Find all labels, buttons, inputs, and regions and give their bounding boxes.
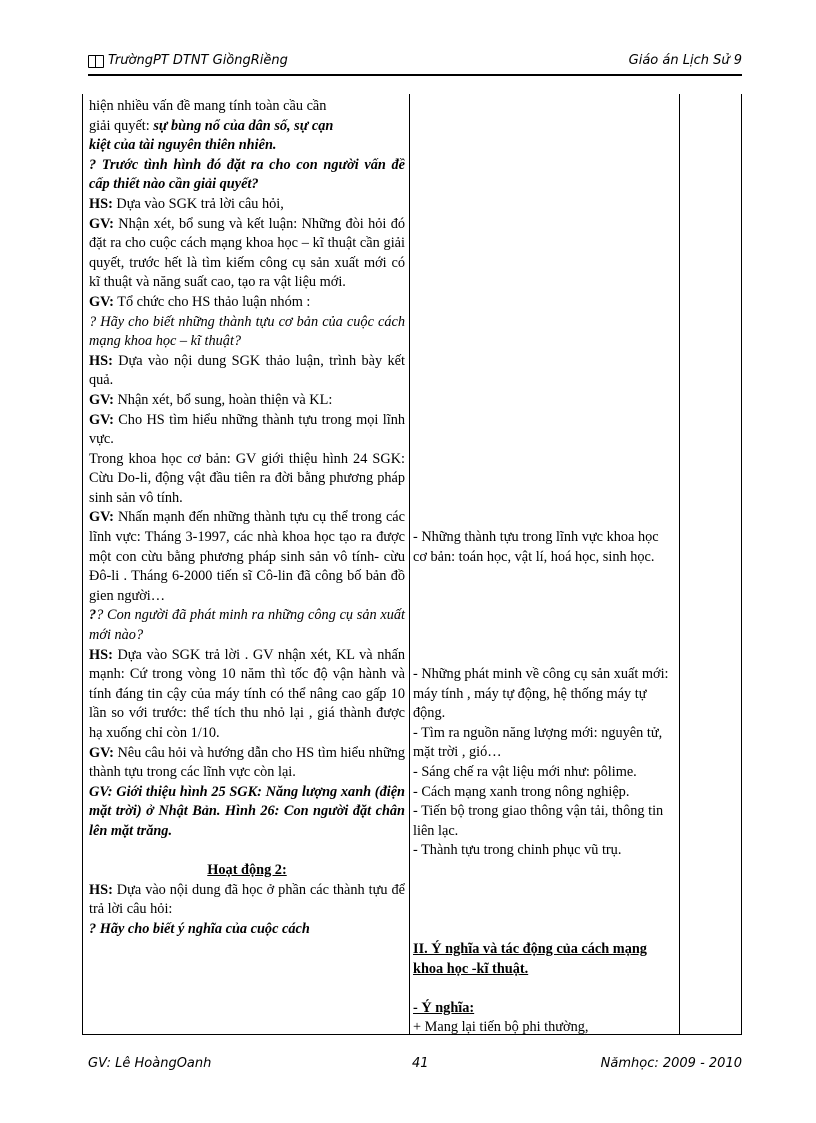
content-item: - Tiến bộ trong giao thông vận tải, thông tin liên lạc.	[413, 803, 664, 839]
step-text: Dựa vào nội dung đã học ở phần các thành tựu để trả lời câu hỏi:	[89, 881, 405, 918]
lesson-table	[82, 94, 742, 1035]
text-span: giải quyết:	[89, 117, 154, 134]
section-heading: II. Ý nghĩa và tác động của cách mạng khoa học -kĩ thuật.	[413, 941, 647, 977]
book-icon	[88, 55, 104, 67]
footer-teacher: GV: Lê HoàngOanh	[88, 1056, 212, 1071]
content-item: - Tìm ra nguồn năng lượng mới: nguyên tử, mặt trời , gió…	[413, 724, 663, 761]
gv-label: GV:	[89, 509, 114, 526]
hs-label: HS:	[89, 646, 113, 663]
gv-label: GV:	[89, 215, 114, 232]
content-block-1	[413, 528, 675, 567]
student-step	[89, 195, 405, 215]
text-paragraph: Trong khoa học cơ bản: GV giới thiệu hình 24 SGK: Cừu Do-li, động vật đầu tiên ra đời bằng phương pháp sinh sản vô tính.	[89, 450, 405, 506]
step-text: Nhấn mạnh đến những thành tựu cụ thể trong các lĩnh vực: Tháng 3-1997, các nhà khoa học tạo ra được một con cừu bằng phương pháp sinh sản vô tính- cừu Đô-li . Tháng 6-2000 tiến sĩ Cô-lin đã công bố bản đồ gien người…	[89, 509, 405, 604]
subsection-heading: - Ý nghĩa:	[413, 999, 475, 1016]
footer-school-year: Nămhọc: 2009 - 2010	[600, 1056, 742, 1071]
question-mark: ?	[89, 607, 97, 624]
blank-line	[413, 979, 675, 999]
question-text: ? Con người đã phát minh ra những công cụ sản xuất mới nào?	[89, 607, 405, 644]
page-header	[88, 52, 742, 76]
hs-label: HS:	[89, 881, 113, 898]
activity-heading: Hoạt động 2:	[207, 862, 287, 879]
text-line: hiện nhiều vấn đề mang tính toàn cầu cần	[89, 98, 327, 114]
teacher-step-emphasis: GV: Giới thiệu hình 25 SGK: Năng lượng xanh (điện mặt trời) ở Nhật Bản. Hình 26: Con người đặt chân lên mặt trăng.	[89, 783, 405, 839]
step-text: Nhận xét, bổ sung và kết luận: Những đòi hỏi đó đặt ra cho cuộc cách mạng khoa học – kĩ thuật cần giải quyết, trước hết là tìm kiếm công cụ sản xuất mới có kĩ thuật và năng suất cao, tạo ra vật liệu mới.	[89, 215, 405, 291]
teacher-step	[89, 508, 405, 606]
blank-line	[89, 842, 405, 862]
teacher-step	[89, 293, 405, 313]
question: ? Trước tình hình đó đặt ra cho con người vấn đề cấp thiết nào cần giải quyết?	[89, 156, 405, 193]
step-text: Cho HS tìm hiểu những thành tựu trong mọi lĩnh vực.	[89, 411, 405, 448]
gv-label: GV:	[89, 411, 114, 428]
header-school	[88, 53, 288, 68]
question: ? Hãy cho biết những thành tựu cơ bản của cuộc cách mạng khoa học – kĩ thuật?	[89, 313, 405, 350]
gv-label: GV:	[89, 293, 114, 310]
hs-label: HS:	[89, 195, 113, 212]
column-divider-2	[679, 94, 680, 1034]
header-school-name: TrườngPT DTNT GiồngRiềng	[108, 53, 288, 68]
emphasis-text: kiệt của tài nguyên thiên nhiên.	[89, 137, 277, 154]
student-step	[89, 881, 405, 920]
content-block-2	[413, 665, 675, 861]
question	[89, 606, 405, 645]
hs-label: HS:	[89, 352, 113, 369]
teacher-step	[89, 215, 405, 293]
content-item: - Cách mạng xanh trong nông nghiệp.	[413, 783, 630, 800]
gv-label: GV:	[89, 391, 114, 408]
teacher-step	[89, 744, 405, 783]
emphasis-text: sự bùng nổ của dân số, sự cạn	[153, 117, 334, 134]
step-text: Nêu câu hỏi và hướng dẫn cho HS tìm hiểu những thành tựu trong các lĩnh vực còn lại.	[89, 744, 405, 781]
content-item: - Sáng chế ra vật liệu mới như: pôlime.	[413, 763, 637, 780]
content-item: - Thành tựu trong chinh phục vũ trụ.	[413, 842, 622, 859]
teacher-step	[89, 391, 405, 411]
content-item: + Mang lại tiến bộ phi thường,	[413, 1019, 589, 1036]
step-text: Dựa vào nội dung SGK thảo luận, trình bày kết quả.	[89, 352, 405, 389]
footer-page-number: 41	[412, 1056, 429, 1071]
activity-column	[89, 97, 405, 940]
step-text: Dựa vào SGK trả lời câu hỏi,	[112, 195, 284, 212]
question: ? Hãy cho biết ý nghĩa của cuộc cách	[89, 920, 310, 937]
header-subject: Giáo án Lịch Sử 9	[628, 53, 742, 68]
content-block-3	[413, 940, 675, 1038]
gv-label: GV:	[89, 744, 114, 761]
step-text: Tổ chức cho HS thảo luận nhóm :	[113, 293, 311, 310]
text-line	[89, 117, 405, 137]
student-step	[89, 646, 405, 744]
student-step	[89, 352, 405, 391]
step-text: Nhận xét, bổ sung, hoàn thiện và KL:	[113, 391, 333, 408]
content-item: - Những thành tựu trong lĩnh vực khoa học cơ bản: toán học, vật lí, hoá học, sinh học.	[413, 529, 659, 565]
teacher-step	[89, 411, 405, 450]
column-divider-1	[409, 94, 410, 1034]
step-text: Dựa vào SGK trả lời . GV nhận xét, KL và nhấn mạnh: Cứ trong vòng 10 năm thì tốc độ vận hành và tính đáng tin cậy của máy tính có thể nâng cao gấp 10 lần so với trước: thể tích thu nhỏ lại , giá thành được hạ xuống chỉ còn 1/10.	[89, 646, 405, 741]
content-item: - Những phát minh về công cụ sản xuất mới: máy tính , máy tự động, hệ thống máy tự động.	[413, 666, 669, 722]
